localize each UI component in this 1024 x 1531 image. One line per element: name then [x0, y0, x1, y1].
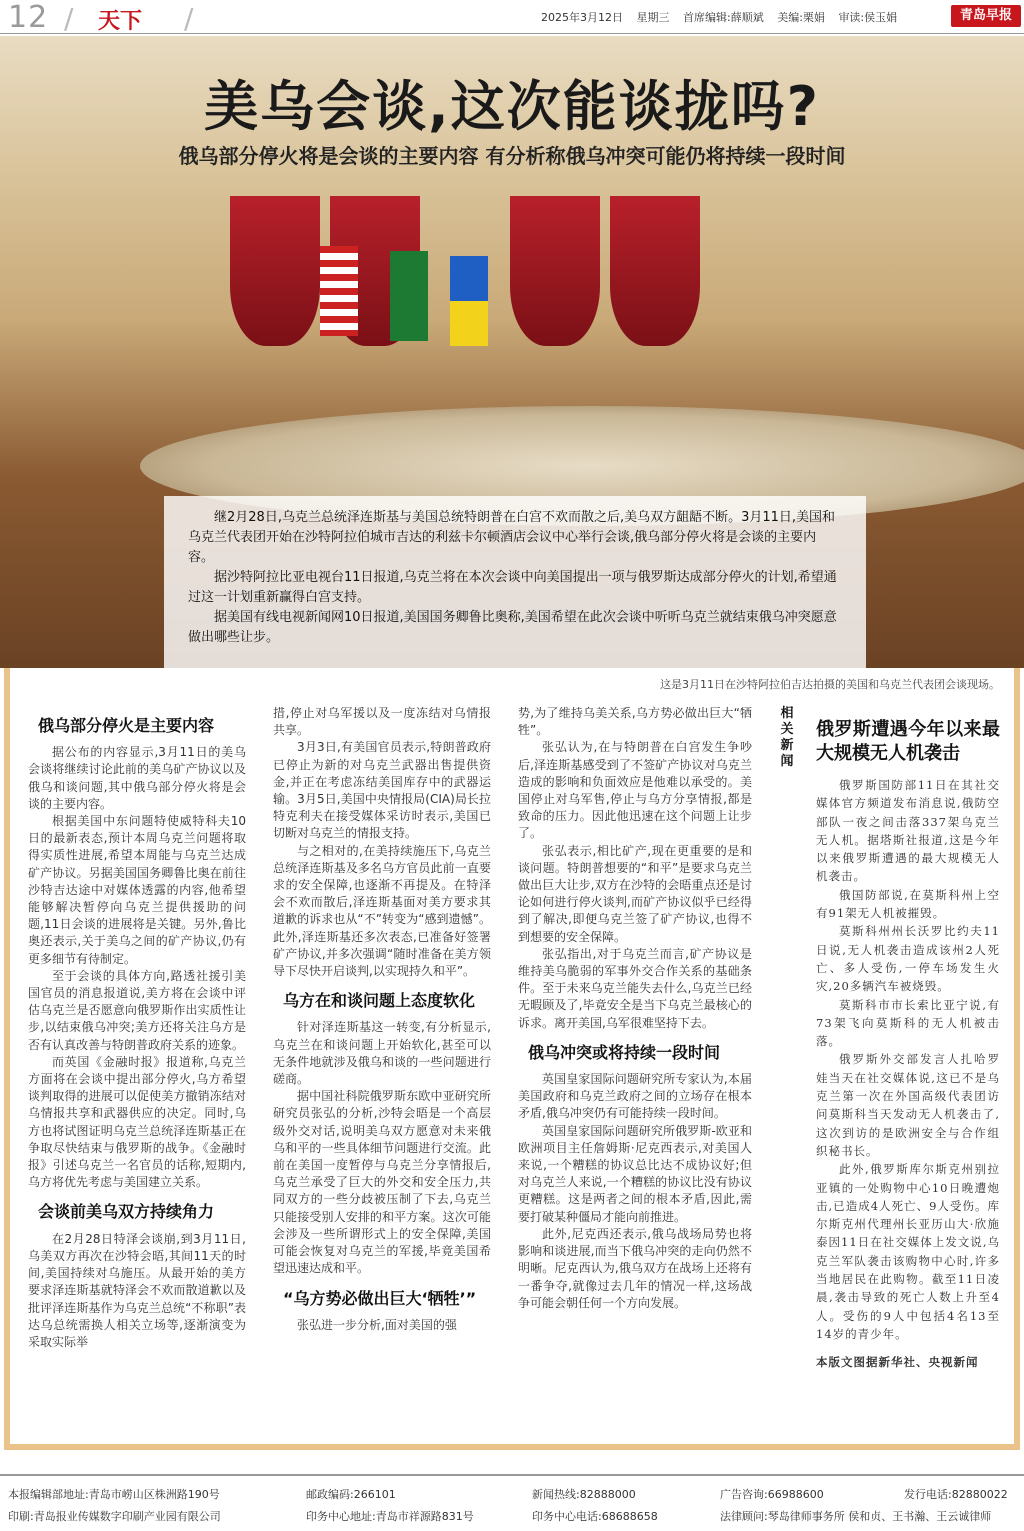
- paragraph: 3月3日,有美国官员表示,特朗普政府已停止为新的对乌克兰武器出售提供资金,并正在考虑冻结美国库存中的武器运输。3月5日,美国中央情报局(CIA)局长拉特克利夫在接受媒体采访时表示,美国已切断对乌克兰的情报支持。: [273, 740, 491, 841]
- paragraph: 张弘表示,相比矿产,现在更重要的是和谈问题。特朗普想要的“和平”是要求乌克兰做出巨大让步,双方在沙特的会晤重点还是讨论如何进行停火谈判,而矿产协议似乎已经得到了解决,即便乌克兰签了矿产协议,也得不到想要的安全保障。: [518, 843, 752, 944]
- masthead-divider: /: [64, 2, 74, 35]
- paragraph: 根据美国中东问题特使威特科夫10日的最新表态,预计本周乌克兰问题将取得实质性进展,希望本周能与乌克兰达成矿产协议。另据美国国务卿鲁比奥在前往沙特吉达途中对媒体透露的内容,他希望能够解决暂停向乌克兰提供援助的问题,11日会谈的进展将是关键。另外,鲁比奥还表示,关于美乌之间的矿产协议,仍有更多细节有待制定。: [28, 814, 246, 966]
- issue-date: 2025年3月12日: [541, 11, 623, 24]
- curtain-shape: [510, 196, 600, 346]
- paragraph: 针对泽连斯基这一转变,有分析显示,乌克兰在和谈问题上开始软化,甚至可以无条件地就涉及俄乌和谈的一些问题进行磋商。: [273, 1020, 491, 1087]
- footer-ad-contact: 广告咨询:66988600: [720, 1488, 824, 1501]
- footer-hotline: 新闻热线:82888000: [532, 1488, 636, 1501]
- footer-postcode: 邮政编码:266101: [306, 1488, 396, 1501]
- article-column-1: [28, 705, 246, 1351]
- paragraph: 张弘进一步分析,面对美国的强: [297, 1317, 457, 1332]
- subhead: 俄乌部分停火将是会谈的主要内容 有分析称俄乌冲突可能仍将持续一段时间: [178, 144, 846, 168]
- photo-caption: 这是3月11日在沙特阿拉伯吉达拍摄的美国和乌克兰代表团会谈现场。: [660, 678, 1000, 691]
- section-heading: 乌方在和谈问题上态度软化: [283, 991, 476, 1011]
- newspaper-logo: 青岛早报: [951, 5, 1021, 27]
- ukraine-flag-icon: [450, 256, 488, 346]
- saudi-flag-icon: [390, 251, 428, 341]
- paragraph: 英国皇家国际问题研究所专家认为,本届美国政府和乌克兰政府之间的立场存在根本矛盾,俄乌冲突仍有可能持续一段时间。: [518, 1072, 752, 1121]
- paragraph: 英国皇家国际问题研究所俄罗斯-欧亚和欧洲项目主任詹姆斯·尼克西表示,对美国人来说,一个糟糕的协议总比达不成协议好;但对乌克兰人来说,一个糟糕的协议比没有协议更糟糕。这是两者之间的根本矛盾,因此,需要打破某种僵局才能向前推进。: [518, 1123, 752, 1224]
- headline: 美乌会谈,这次能谈拢吗?: [204, 75, 820, 138]
- paragraph: 俄国防部说,在莫斯科州上空有91架无人机被摧毁。: [816, 887, 1000, 921]
- paragraph: 据公布的内容显示,3月11日的美乌会谈将继续讨论此前的美乌矿产协议以及俄乌和谈问题,其中俄乌部分停火将是会谈的主要内容。: [28, 745, 246, 811]
- footer-printer: 印刷:青岛报业传媒数字印刷产业园有限公司: [8, 1510, 221, 1523]
- masthead-divider: /: [184, 2, 194, 35]
- footer-print-phone: 印务中心电话:68688658: [532, 1510, 658, 1523]
- footer-address: 本报编辑部地址:青岛市崂山区株洲路190号: [8, 1488, 220, 1501]
- paragraph: 与之相对的,在美持续施压下,乌克兰总统泽连斯基及多名乌方官员此前一直要求的安全保障,也逐渐不再提及。在特泽会不欢而散后,泽连斯基面对美方要求其道歉的诉求也从“不”转变为“感到遗憾”。此外,泽连斯基还多次表态,已准备好签署矿产协议,并多次强调“随时准备在美方领导下尽快开启谈判,以实现持久和平”。: [273, 843, 491, 979]
- paragraph: 至于会谈的具体方向,路透社援引美国官员的消息报道说,美方将在会谈中评估乌克兰是否愿意向俄罗斯作出实质性让步,以结束俄乌冲突;美方还将关注乌方是否有认真改善与特朗普政府关系的迹象。: [28, 968, 246, 1052]
- paragraph: 措,停止对乌军援以及一度冻结对乌情报共享。: [273, 706, 491, 738]
- issue-info: [541, 9, 907, 25]
- related-news-tag: 相关新闻: [780, 706, 794, 769]
- paragraph: 俄罗斯外交部发言人扎哈罗娃当天在社交媒体说,这已不是乌克兰第一次在外国高级代表团访问莫斯科当天发动无人机袭击了,这次到访的是欧洲安全与合作组织秘书长。: [816, 1052, 1000, 1158]
- paragraph: 此外,尼克西还表示,俄乌战场局势也将影响和谈进展,而当下俄乌冲突的走向仍然不明晰。尼克西认为,俄乌双方在战场上还将有一番争夺,就像过去几年的情况一样,这场战争可能会朝任何一个方向发展。: [518, 1226, 752, 1310]
- paragraph: 莫斯科州州长沃罗比约夫11日说,无人机袭击造成该州2人死亡、多人受伤,一停车场发生火灾,20多辆汽车被烧毁。: [816, 924, 1000, 994]
- proofreader: 审读:侯玉娟: [838, 11, 898, 24]
- lead-paragraph: 据沙特阿拉比亚电视台11日报道,乌克兰将在本次会谈中向美国提出一项与俄罗斯达成部分停火的计划,希望通过这一计划重新赢得白宫支持。: [188, 570, 837, 605]
- lead-photo: [0, 36, 1024, 668]
- masthead: [0, 0, 1024, 34]
- section-name: 天下: [98, 9, 143, 34]
- footer-row: [8, 1508, 1018, 1524]
- lead-summary: [164, 496, 866, 668]
- article-column-2: [273, 705, 491, 1334]
- paragraph: 在2月28日特泽会谈崩,到3月11日,乌美双方再次在沙特会晤,其间11天的时间,美国持续对乌施压。从最开始的美方要求泽连斯基就特泽会不欢而散道歉以及批评泽连斯基作为乌克兰总统“不称职”表达乌总统需换人相关立场等,逐渐演变为采取实际举: [28, 1231, 246, 1349]
- us-flag-icon: [320, 246, 358, 336]
- paragraph: 而英国《金融时报》报道称,乌克兰方面将在会谈中提出部分停火,乌方希望谈判取得的进展可以促使美方撤销冻结对乌情报共享和武器供应的决定。同时,乌方也将试图证明乌克兰总统泽连斯基正在争取尽快结束与俄罗斯的战争。《金融时报》引述乌克兰一名官员的话称,短期内,乌方将优先考虑与美国建立关系。: [28, 1054, 246, 1190]
- paragraph: 莫斯科市市长索比亚宁说,有73架飞向莫斯科的无人机被击落。: [816, 997, 1000, 1049]
- paragraph: 张弘指出,对于乌克兰而言,矿产协议是维持美乌脆弱的军事外交合作关系的基础条件。至于未来乌克兰能失去什么,乌克兰已经无暇顾及了,毕竟安全是当下乌克兰最核心的诉求。离开美国,乌军很难坚持下去。: [518, 946, 752, 1030]
- paragraph: 此外,俄罗斯库尔斯克州别拉亚镇的一处购物中心10日晚遭炮击,已造成4人死亡、9人受伤。库尔斯克州代理州长亚历山大·欣施泰因11日在社交媒体上发文说,乌克兰军队袭击该购物中心时,许多当地居民在此购物。截至11日凌晨,袭击导致的死亡人数上升至4人。受伤的9人中包括4名13至14岁的青少年。: [816, 1162, 1000, 1341]
- article-column-3: [518, 705, 752, 1312]
- section-heading: 俄乌冲突或将持续一段时间: [528, 1042, 721, 1062]
- page-number: 12: [8, 0, 49, 35]
- footer-row: [8, 1486, 1018, 1502]
- footer-distribution: 发行电话:82880022: [904, 1488, 1008, 1501]
- paragraph: 俄罗斯国防部11日在其社交媒体官方频道发布消息说,俄防空部队一夜之间击落337架乌克兰无人机。据塔斯社报道,这是今年以来俄罗斯遭遇的最大规模无人机袭击。: [816, 778, 1000, 884]
- footer: [0, 1474, 1024, 1531]
- chief-editor: 首席编辑:薛顺斌: [683, 11, 764, 24]
- lead-paragraph: 继2月28日,乌克兰总统泽连斯基与美国总统特朗普在白宫不欢而散之后,美乌双方龃龉不断。3月11日,美国和乌克兰代表团开始在沙特阿拉伯城市吉达的利兹卡尔顿酒店会议中心举行会谈,俄乌部分停火将是会谈的主要内容。: [188, 510, 836, 565]
- footer-print-address: 印务中心地址:青岛市祥源路831号: [306, 1510, 474, 1523]
- related-news-title: 俄罗斯遭遇今年以来最大规模无人机袭击: [816, 719, 1000, 764]
- art-editor: 美编:栗娟: [777, 11, 825, 24]
- paragraph: 据中国社科院俄罗斯东欧中亚研究所研究员张弘的分析,沙特会晤是一个高层级外交对话,说明美乌双方愿意对未来俄乌和平的一些具体细节问题进行交流。此前在美国一度暂停与乌克兰分享情报后,乌克兰承受了巨大的外交和安全压力,共同双方的一些分歧被压制了下去,乌克兰只能接受别人安排的和平方案。这次可能会涉及一些所谓形式上的安全保障,美国可能会恢复对乌克兰的军援,毕竟美国希望迅速达成和平。: [273, 1089, 491, 1276]
- lead-paragraph: 据美国有线电视新闻网10日报道,美国国务卿鲁比奥称,美国希望在此次会谈中听听乌克兰就结束俄乌冲突愿意做出哪些让步。: [188, 610, 837, 645]
- paragraph: 势,为了维持乌美关系,乌方势必做出巨大“牺牲”。: [518, 706, 752, 738]
- section-heading: “乌方势必做出巨大‘牺牲’”: [283, 1288, 477, 1308]
- paragraph: 张弘认为,在与特朗普在白宫发生争吵后,泽连斯基感受到了不签矿产协议对乌克兰造成的影响和负面效应是他难以承受的。美国停止对乌军售,停止与乌方分享情报,都是致命的压力。因此他迅速在这个问题上让步了。: [518, 740, 752, 841]
- curtain-shape: [230, 196, 320, 346]
- issue-weekday: 星期三: [636, 11, 670, 24]
- related-news: [816, 718, 1000, 1372]
- photo-credit: 本版文图据新华社、央视新闻: [816, 1355, 979, 1370]
- section-heading: 俄乌部分停火是主要内容: [38, 716, 215, 735]
- curtain-shape: [610, 196, 700, 346]
- section-heading: 会谈前美乌双方持续角力: [38, 1202, 215, 1222]
- footer-legal: 法律顾问:琴岛律师事务所 侯和贞、王书瀚、王云诚律师: [720, 1510, 992, 1523]
